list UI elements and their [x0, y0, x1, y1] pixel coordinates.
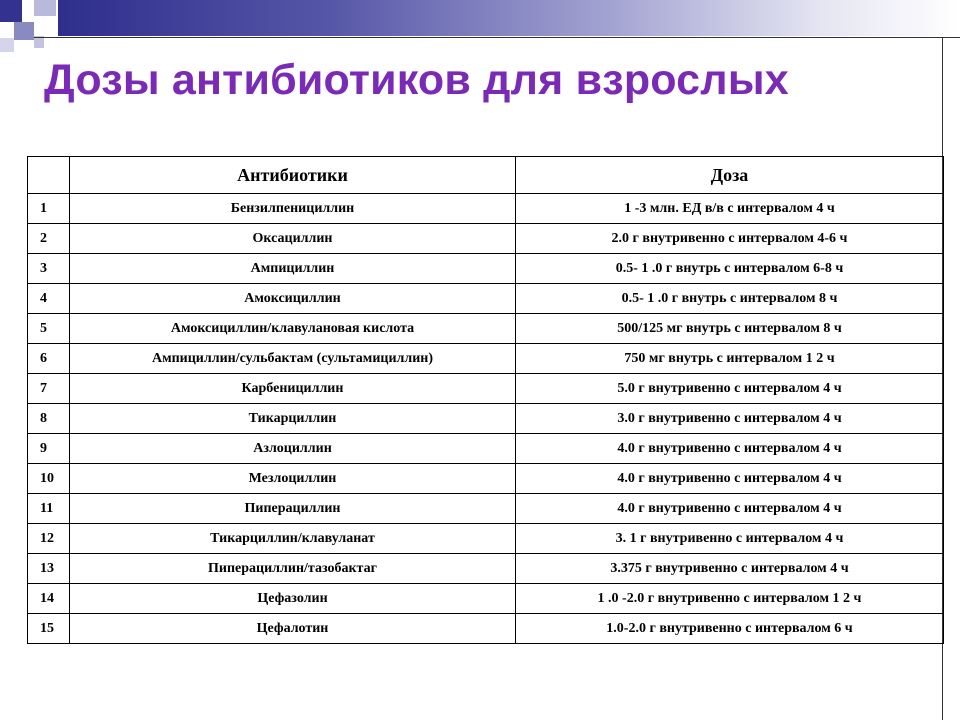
table-row: [28, 614, 944, 644]
antibiotic-name: Бензилпенициллин: [70, 194, 516, 224]
antibiotic-dose: 4.0 г внутривенно с интервалом 4 ч: [516, 494, 944, 524]
table-row: [28, 524, 944, 554]
antibiotic-name: Амоксициллин/клавулановая кислота: [70, 314, 516, 344]
row-number: 14: [28, 584, 70, 614]
row-number: 4: [28, 284, 70, 314]
row-number: 11: [28, 494, 70, 524]
header-gradient-bar: [58, 0, 960, 36]
table-row: [28, 434, 944, 464]
table-row: [28, 584, 944, 614]
antibiotic-dose: 4.0 г внутривенно с интервалом 4 ч: [516, 464, 944, 494]
row-number: 13: [28, 554, 70, 584]
row-number: 3: [28, 254, 70, 284]
row-number: 9: [28, 434, 70, 464]
header-antibiotic: Антибиотики: [70, 157, 516, 194]
header-divider: [34, 37, 960, 38]
antibiotic-name: Тикарциллин: [70, 404, 516, 434]
antibiotic-dose: 0.5- 1 .0 г внутрь с интервалом 8 ч: [516, 284, 944, 314]
table-row: [28, 254, 944, 284]
header-dose: Доза: [516, 157, 944, 194]
table-row: [28, 464, 944, 494]
table-row: [28, 404, 944, 434]
antibiotic-dose: 3. 1 г внутривенно с интервалом 4 ч: [516, 524, 944, 554]
antibiotic-dose: 1 -3 млн. ЕД в/в с интервалом 4 ч: [516, 194, 944, 224]
antibiotic-name: Пиперациллин/тазобактаг: [70, 554, 516, 584]
antibiotic-dose: 1 .0 -2.0 г внутривенно с интервалом 1 2 ч: [516, 584, 944, 614]
decor-square: [0, 0, 22, 22]
table-row: [28, 344, 944, 374]
row-number: 2: [28, 224, 70, 254]
row-number: 1: [28, 194, 70, 224]
antibiotic-name: Ампициллин/сульбактам (сультамициллин): [70, 344, 516, 374]
antibiotic-dose: 3.0 г внутривенно с интервалом 4 ч: [516, 404, 944, 434]
antibiotic-name: Тикарциллин/клавуланат: [70, 524, 516, 554]
table-row: [28, 284, 944, 314]
antibiotic-dose: 5.0 г внутривенно с интервалом 4 ч: [516, 374, 944, 404]
antibiotic-name: Ампициллин: [70, 254, 516, 284]
decor-square: [0, 38, 14, 52]
antibiotic-dose: 3.375 г внутривенно с интервалом 4 ч: [516, 554, 944, 584]
row-number: 12: [28, 524, 70, 554]
antibiotic-name: Карбенициллин: [70, 374, 516, 404]
row-number: 8: [28, 404, 70, 434]
antibiotic-name: Цефалотин: [70, 614, 516, 644]
row-number: 15: [28, 614, 70, 644]
antibiotic-name: Азлоциллин: [70, 434, 516, 464]
table-row: [28, 554, 944, 584]
row-number: 5: [28, 314, 70, 344]
antibiotic-dose: 1.0-2.0 г внутривенно с интервалом 6 ч: [516, 614, 944, 644]
table-row: [28, 314, 944, 344]
antibiotic-dose-table: [27, 156, 944, 644]
antibiotic-name: Оксациллин: [70, 224, 516, 254]
row-number: 10: [28, 464, 70, 494]
table-body: [28, 194, 944, 644]
table-row: [28, 224, 944, 254]
antibiotic-dose: 500/125 мг внутрь с интервалом 8 ч: [516, 314, 944, 344]
antibiotic-dose: 2.0 г внутривенно с интервалом 4-6 ч: [516, 224, 944, 254]
table-row: [28, 374, 944, 404]
table-header-row: [28, 157, 944, 194]
antibiotic-name: Пиперациллин: [70, 494, 516, 524]
table-row: [28, 494, 944, 524]
antibiotic-name: Цефазолин: [70, 584, 516, 614]
antibiotic-name: Мезлоциллин: [70, 464, 516, 494]
decor-square: [14, 22, 34, 40]
row-number: 6: [28, 344, 70, 374]
table-row: [28, 194, 944, 224]
antibiotic-dose: 4.0 г внутривенно с интервалом 4 ч: [516, 434, 944, 464]
header-number: [28, 157, 70, 194]
slide-title: Дозы антибиотиков для взрослых: [44, 56, 789, 104]
antibiotic-dose: 0.5- 1 .0 г внутрь с интервалом 6-8 ч: [516, 254, 944, 284]
antibiotic-name: Амоксициллин: [70, 284, 516, 314]
row-number: 7: [28, 374, 70, 404]
antibiotic-dose: 750 мг внутрь с интервалом 1 2 ч: [516, 344, 944, 374]
decor-square: [34, 0, 56, 16]
